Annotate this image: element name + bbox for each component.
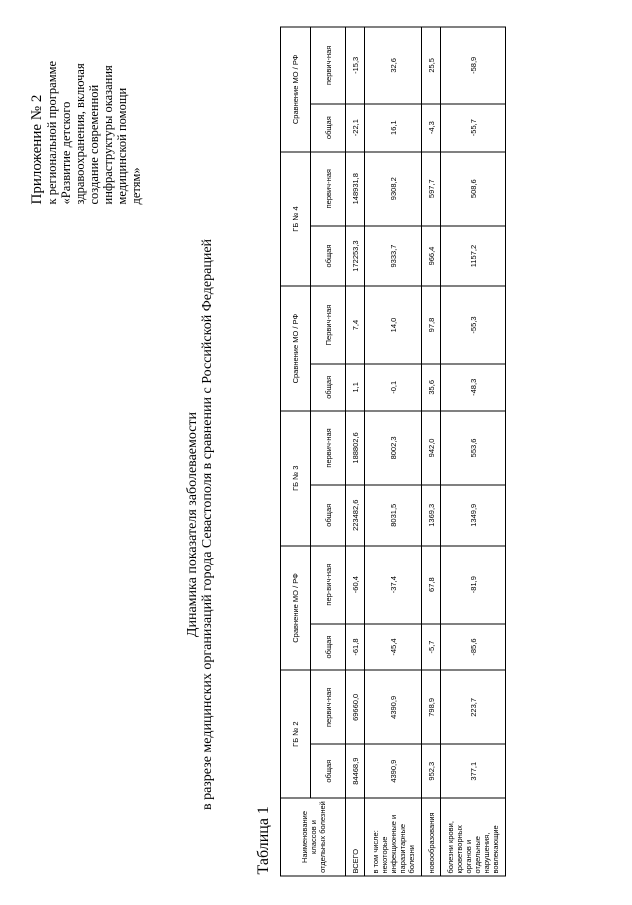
row-name: в том числе: некоторые инфекционные и паразитарные болезни xyxy=(365,798,422,876)
appendix-line: «Развитие детского xyxy=(59,101,73,205)
table-row xyxy=(422,27,441,876)
title-line-1: Динамика показателя заболеваемости xyxy=(185,411,200,638)
table-cell: -48,3 xyxy=(441,364,506,411)
table-cell: 942,0 xyxy=(422,411,441,485)
group-header: Сравнение МО / РФ xyxy=(281,27,311,152)
table-cell: 8031,5 xyxy=(365,485,422,546)
group-header: Сравнение МО / РФ xyxy=(281,286,311,411)
table-cell: 966,4 xyxy=(422,226,441,287)
row-name: ВСЕГО xyxy=(346,798,365,876)
sub-header: общая xyxy=(311,744,346,798)
table-cell: -85,6 xyxy=(441,624,506,671)
appendix-line: медицинской помощи xyxy=(115,87,129,205)
table-cell: 4390,9 xyxy=(365,670,422,744)
table-label: Таблица 1 xyxy=(255,806,272,875)
table-cell: 553,6 xyxy=(441,411,506,485)
sub-header: общая xyxy=(311,226,346,287)
table-cell: 798,9 xyxy=(422,670,441,744)
table-cell: -15,3 xyxy=(346,27,365,104)
table-cell: 1369,3 xyxy=(422,485,441,546)
sub-header: Первич-ная xyxy=(311,286,346,363)
table-cell: -37,4 xyxy=(365,546,422,624)
appendix-line: к региональной программе xyxy=(45,60,59,205)
page-title xyxy=(185,185,215,865)
group-header: ГБ № 3 xyxy=(281,411,311,546)
appendix-line: детям» xyxy=(129,167,143,205)
table-cell: -60,4 xyxy=(346,546,365,624)
row-name: новообразования xyxy=(422,798,441,876)
table-cell: -55,3 xyxy=(441,286,506,363)
table-cell: 97,8 xyxy=(422,286,441,363)
row-name: болезни крови, кроветворных органов и отдельные нарушения, вовлекающие xyxy=(441,798,506,876)
table-row xyxy=(346,27,365,876)
appendix-line: инфраструктуры оказания xyxy=(101,65,115,205)
table-cell: -22,1 xyxy=(346,104,365,152)
sub-header: общая xyxy=(311,624,346,671)
table-cell: 14,0 xyxy=(365,286,422,363)
table-cell: 1,1 xyxy=(346,364,365,411)
table-cell: 69660,0 xyxy=(346,670,365,744)
sub-header: первич-ная xyxy=(311,27,346,104)
table-cell: -58,9 xyxy=(441,27,506,104)
table-cell: 508,6 xyxy=(441,152,506,226)
sub-header: общая xyxy=(311,485,346,546)
sub-header: первич-ная xyxy=(311,411,346,485)
appendix-line: создание современной xyxy=(87,84,101,205)
table-cell: 9308,2 xyxy=(365,152,422,226)
group-header: Сравнение МО / РФ xyxy=(281,546,311,671)
table-cell: 172253,3 xyxy=(346,226,365,287)
table-cell: 16,1 xyxy=(365,104,422,152)
table-cell: 84468,9 xyxy=(346,744,365,798)
table-cell: 1157,2 xyxy=(441,226,506,287)
appendix-line: здравоохранения, включая xyxy=(73,63,87,205)
sub-header: первич-ная xyxy=(311,670,346,744)
table-cell: -81,9 xyxy=(441,546,506,624)
title-line-2: в разрезе медицинских организаций города Севастополя в сравнении с Российской Федерацией xyxy=(200,238,215,811)
appendix-block xyxy=(30,15,143,205)
table-cell: 223482,6 xyxy=(346,485,365,546)
table-cell: -55,7 xyxy=(441,104,506,152)
table-row xyxy=(441,27,506,876)
table-cell: 35,6 xyxy=(422,364,441,411)
appendix-number: Приложение № 2 xyxy=(29,94,45,205)
morbidity-table xyxy=(280,27,506,877)
sub-header: пер-вич-ная xyxy=(311,546,346,624)
table-cell: 597,7 xyxy=(422,152,441,226)
table-cell: 377,1 xyxy=(441,744,506,798)
group-header: ГБ № 4 xyxy=(281,152,311,287)
table-cell: -61,8 xyxy=(346,624,365,671)
table-cell: 952,3 xyxy=(422,744,441,798)
table-cell: 188802,6 xyxy=(346,411,365,485)
table-cell: 67,8 xyxy=(422,546,441,624)
table-cell: -0,1 xyxy=(365,364,422,411)
table-cell: 32,6 xyxy=(365,27,422,104)
table-cell: 9333,7 xyxy=(365,226,422,287)
table-cell: 1349,9 xyxy=(441,485,506,546)
table-cell: 7,4 xyxy=(346,286,365,363)
sub-header: общая xyxy=(311,104,346,152)
table-cell: 4390,9 xyxy=(365,744,422,798)
sub-header: общая xyxy=(311,364,346,411)
table-cell: -4,3 xyxy=(422,104,441,152)
header-name: Наименование классов и отдельных болезней xyxy=(281,798,346,876)
table-cell: 25,5 xyxy=(422,27,441,104)
table-cell: -45,4 xyxy=(365,624,422,671)
table-row xyxy=(365,27,422,876)
table-cell: 148931,8 xyxy=(346,152,365,226)
table-cell: 8002,3 xyxy=(365,411,422,485)
group-header: ГБ № 2 xyxy=(281,670,311,798)
sub-header: первич-ная xyxy=(311,152,346,226)
table-cell: 223,7 xyxy=(441,670,506,744)
table-cell: -5,7 xyxy=(422,624,441,671)
